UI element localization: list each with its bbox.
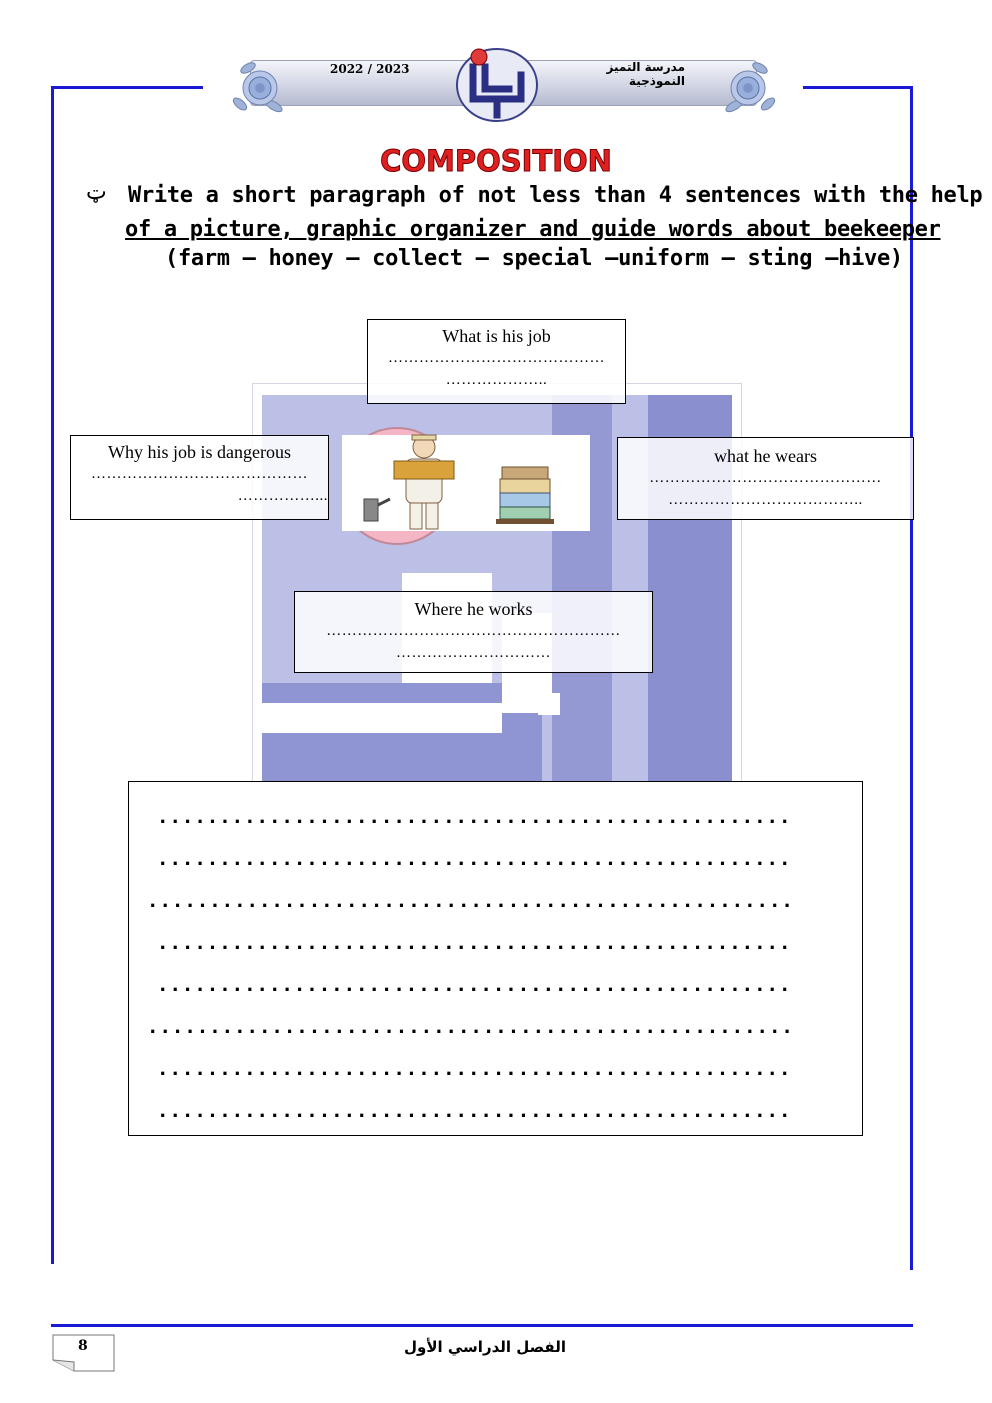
organizer-label: Why his job is dangerous [108, 442, 291, 462]
writing-line[interactable]: ................................................... [157, 932, 792, 954]
beekeeper-picture [342, 425, 590, 547]
frame-left-border [51, 87, 54, 1264]
smiley-icon: ټ [86, 180, 107, 205]
organizer-box-wears [617, 437, 914, 520]
frame-top-left-border [51, 86, 203, 89]
answer-dots[interactable]: …………………………………… [91, 466, 308, 482]
organizer-label: Where he works [414, 599, 533, 619]
instruction-line-2: of a picture, graphic organizer and guide words about beekeeper [125, 217, 941, 242]
semester-label: الفصل الدراسي الأول [404, 1338, 566, 1356]
writing-line[interactable]: ................................................... [157, 974, 792, 996]
page-number: 8 [78, 1338, 88, 1354]
school-year: 2022 / 2023 [330, 62, 410, 76]
organizer-label: What is his job [442, 326, 551, 346]
answer-dots[interactable]: ……………... [237, 488, 328, 504]
writing-line[interactable]: ................................................... [157, 1100, 792, 1122]
answer-dots[interactable]: ………………………… [396, 645, 551, 661]
school-logo-icon [455, 45, 540, 125]
organizer-box-job [367, 319, 626, 404]
answer-dots[interactable]: …………………………………… [388, 350, 605, 366]
organizer-box-danger [70, 435, 329, 520]
school-name: مدرسة التميز النموذجية [606, 60, 685, 88]
frame-top-right-border [803, 86, 913, 89]
answer-dots[interactable]: ……………………………………… [649, 470, 882, 486]
organizer-box-works [294, 591, 653, 673]
answer-dots[interactable]: ………………………………………………… [326, 623, 621, 639]
organizer-label: what he wears [714, 446, 817, 466]
rose-flower-icon [228, 56, 292, 120]
writing-line[interactable]: ................................................... [157, 1058, 792, 1080]
page-title: COMPOSITION [380, 144, 612, 178]
writing-area[interactable] [128, 781, 863, 1136]
writing-line[interactable]: .................................................... [147, 890, 794, 912]
instruction-line-1: Write a short paragraph of not less than 4 sentences with the help [128, 183, 983, 208]
guide-words: (farm – honey – collect – special –uniform – sting –hive) [165, 246, 903, 271]
frame-right-border [910, 87, 913, 1270]
rose-flower-icon [716, 56, 780, 120]
answer-dots[interactable]: ……………….. [445, 372, 548, 388]
writing-line[interactable]: ................................................... [157, 806, 792, 828]
footer-divider [51, 1324, 913, 1327]
writing-line[interactable]: ................................................... [157, 848, 792, 870]
answer-dots[interactable]: ……………………………….. [668, 492, 863, 508]
writing-line[interactable]: .................................................... [147, 1016, 794, 1038]
